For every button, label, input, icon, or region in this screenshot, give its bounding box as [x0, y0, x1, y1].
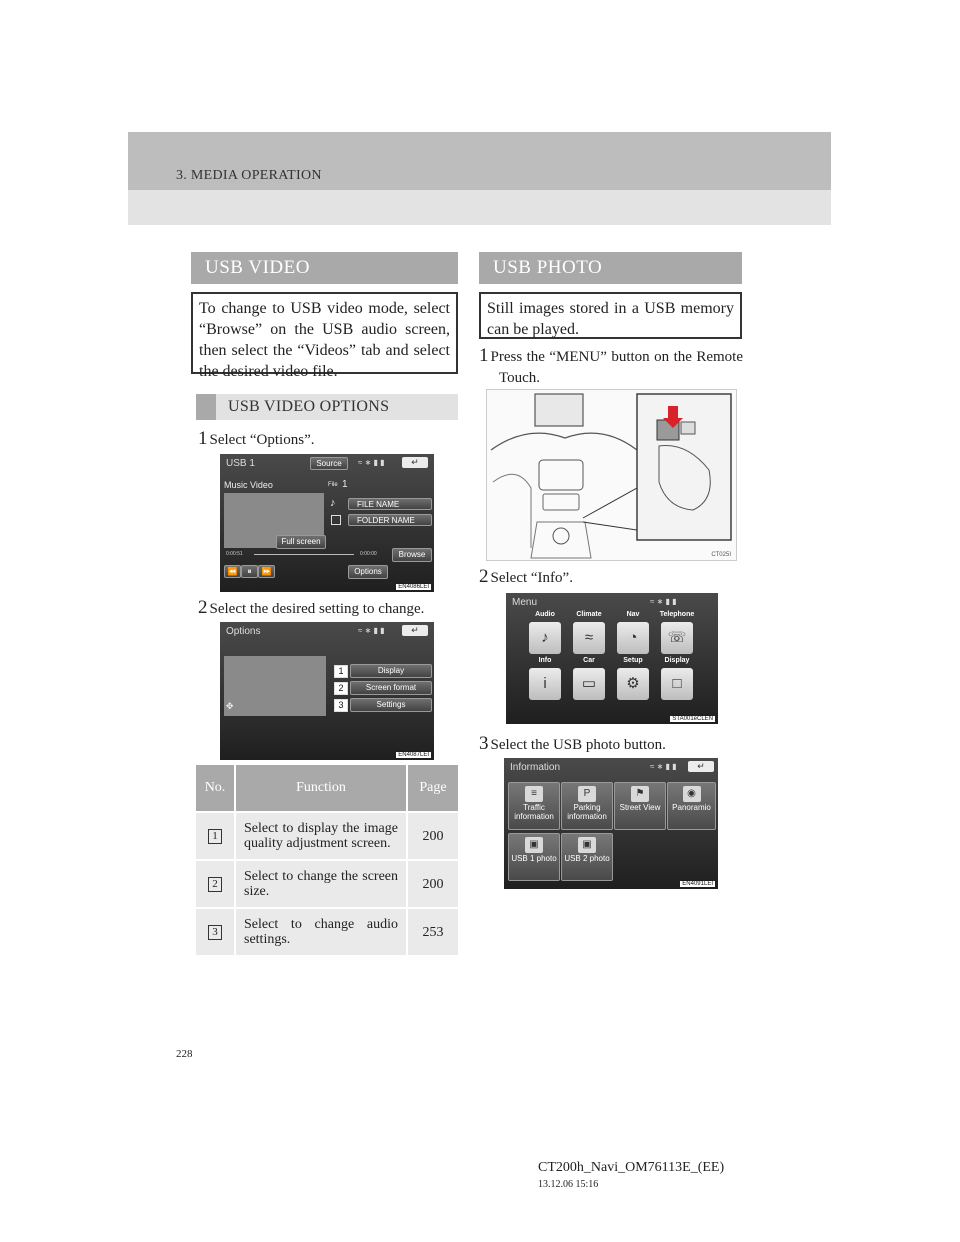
rewind-button[interactable]: ⏪ [224, 565, 241, 578]
table-row [196, 908, 458, 955]
row-page: 253 [407, 908, 458, 955]
table-header-row [196, 765, 458, 812]
status-icons: ≈ ∗ ▮ ▮ [358, 458, 385, 467]
folder-icon [331, 515, 341, 525]
information-screen [504, 758, 718, 889]
step-3-select-usb-photo [479, 733, 666, 756]
status-icons: ≈ ∗ ▮ ▮ [650, 597, 677, 606]
car-icon[interactable]: ▭ [573, 668, 605, 700]
step-number: 2 [479, 566, 489, 587]
pause-button[interactable]: ⏸ [241, 565, 258, 578]
usb2-photo-button[interactable] [561, 833, 613, 881]
function-table [196, 765, 458, 955]
status-icons: ≈ ∗ ▮ ▮ [358, 626, 385, 635]
button-label: USB 2 photo [564, 854, 610, 863]
music-note-icon: ♪ [330, 497, 336, 509]
panoramio-button[interactable] [667, 782, 716, 830]
image-code: EN4087LEI [398, 752, 429, 758]
menu-label-audio: Audio [535, 611, 555, 618]
total-time: 0:00:00 [360, 551, 377, 557]
table-row [196, 812, 458, 860]
row-no: 2 [196, 860, 235, 908]
menu-label-info: Info [538, 657, 552, 664]
expand-icon: ✥ [226, 701, 234, 711]
header-page: Page [407, 765, 458, 812]
menu-screen [506, 593, 718, 724]
video-header: Music Video [224, 480, 273, 490]
climate-icon[interactable]: ≈ [573, 622, 605, 654]
back-button[interactable]: ↵ [688, 761, 714, 772]
screen-format-button[interactable]: Screen format [350, 681, 432, 695]
display-icon[interactable]: □ [661, 668, 693, 700]
info-icon[interactable]: i [529, 668, 561, 700]
step-number: 1 [198, 428, 208, 449]
button-label: USB 1 photo [511, 854, 557, 863]
menu-label-display: Display [664, 657, 690, 664]
usb-photo-heading: USB PHOTO [479, 252, 742, 284]
button-label: Parking information [567, 803, 607, 821]
folder-name-field: FOLDER NAME [348, 514, 432, 526]
section-label: 3. MEDIA OPERATION [176, 168, 322, 183]
step-2-select-setting [198, 597, 424, 620]
display-button[interactable]: Display [350, 664, 432, 678]
browse-button[interactable]: Browse [392, 548, 432, 562]
menu-label-telephone: Telephone [659, 611, 695, 618]
page-number: 228 [176, 1048, 193, 1060]
step-number: 2 [198, 597, 208, 618]
usb1-photo-button[interactable] [508, 833, 560, 881]
seek-bar[interactable] [254, 554, 354, 555]
step-2-select-info [479, 566, 573, 589]
screen-title: Options [226, 626, 261, 637]
menu-label-car: Car [583, 657, 595, 664]
screen-title: Menu [512, 597, 538, 608]
usb-video-intro: To change to USB video mode, select “Browse” on the USB audio screen, then select the “Videos” tab and select the desired video file. [191, 292, 458, 374]
street-view-button[interactable] [614, 782, 666, 830]
usb-video-options-heading [196, 394, 458, 420]
remote-touch-illustration [486, 389, 737, 561]
usb1-video-screen [220, 454, 434, 592]
file-label: File [328, 482, 338, 488]
row-page: 200 [407, 812, 458, 860]
button-label: Traffic information [514, 803, 554, 821]
row-no: 3 [196, 908, 235, 955]
row-no: 1 [196, 812, 235, 860]
full-screen-button[interactable]: Full screen [276, 535, 326, 549]
step-number: 1 [479, 345, 489, 366]
table-row [196, 860, 458, 908]
file-number: 1 [342, 479, 348, 490]
header-no: No. [196, 765, 235, 812]
step-text: Select “Info”. [490, 570, 573, 586]
button-label: Panoramio [672, 803, 711, 812]
item-number-2: 2 [334, 682, 348, 695]
menu-label-setup: Setup [623, 657, 643, 664]
item-number-1: 1 [334, 665, 348, 678]
step-text: Select the USB photo button. [490, 737, 666, 753]
panoramio-icon: ◉ [683, 786, 701, 802]
menu-label-nav: Nav [626, 611, 640, 618]
nav-icon[interactable]: ◔ [617, 622, 649, 654]
traffic-information-button[interactable] [508, 782, 560, 830]
header-subband [128, 190, 831, 225]
parking-icon: P [578, 786, 596, 802]
button-label: Street View [619, 803, 661, 812]
step-text: Select “Options”. [209, 432, 315, 448]
telephone-icon[interactable]: ☏ [661, 622, 693, 654]
usb-video-heading: USB VIDEO [191, 252, 458, 284]
image-code: CT025I [711, 552, 731, 558]
cockpit-drawing [487, 390, 736, 560]
traffic-icon: ≡ [525, 786, 543, 802]
source-button[interactable]: Source [310, 457, 348, 470]
row-function: Select to display the image quality adjustment screen. [235, 812, 407, 860]
step-1-press-menu [479, 345, 743, 389]
heading-marker [196, 394, 216, 420]
image-code: STA001eCLEN [672, 716, 713, 722]
back-button[interactable]: ↵ [402, 457, 428, 468]
row-page: 200 [407, 860, 458, 908]
step-text: Select the desired setting to change. [209, 601, 425, 617]
step-text: Press the “MENU” button on the Remote Touch. [490, 349, 743, 386]
back-button[interactable]: ↵ [402, 625, 428, 636]
image-code: EN4091LEI [682, 881, 713, 887]
fast-forward-button[interactable]: ⏩ [258, 565, 275, 578]
footer-doc-id: CT200h_Navi_OM76113E_(EE) [538, 1160, 725, 1175]
row-function: Select to change the screen size. [235, 860, 407, 908]
video-preview [224, 656, 326, 716]
screen-title: Information [510, 762, 561, 773]
parking-information-button[interactable] [561, 782, 613, 830]
step-1-select-options [198, 428, 314, 451]
footer-date: 13.12.06 15:16 [538, 1179, 599, 1190]
row-function: Select to change audio settings. [235, 908, 407, 955]
header-function: Function [235, 765, 407, 812]
step-number: 3 [479, 733, 489, 754]
status-icons: ≈ ∗ ▮ ▮ [650, 762, 677, 771]
image-code: EN4086LEI [398, 584, 429, 590]
item-number-3: 3 [334, 699, 348, 712]
file-name-field: FILE NAME [348, 498, 432, 510]
street-view-icon: ⚑ [631, 786, 649, 802]
audio-icon[interactable]: ♪ [529, 622, 561, 654]
settings-button[interactable]: Settings [350, 698, 432, 712]
photo-icon: ▣ [525, 837, 543, 853]
options-button[interactable]: Options [348, 565, 388, 579]
options-screen [220, 622, 434, 760]
usb-photo-intro: Still images stored in a USB memory can be played. [479, 292, 742, 339]
screen-title: USB 1 [226, 458, 255, 469]
menu-label-climate: Climate [576, 611, 602, 618]
photo-icon: ▣ [578, 837, 596, 853]
elapsed-time: 0:00:51 [226, 551, 243, 557]
usb-video-options-title: USB VIDEO OPTIONS [228, 398, 390, 415]
setup-icon[interactable]: ⚙ [617, 668, 649, 700]
